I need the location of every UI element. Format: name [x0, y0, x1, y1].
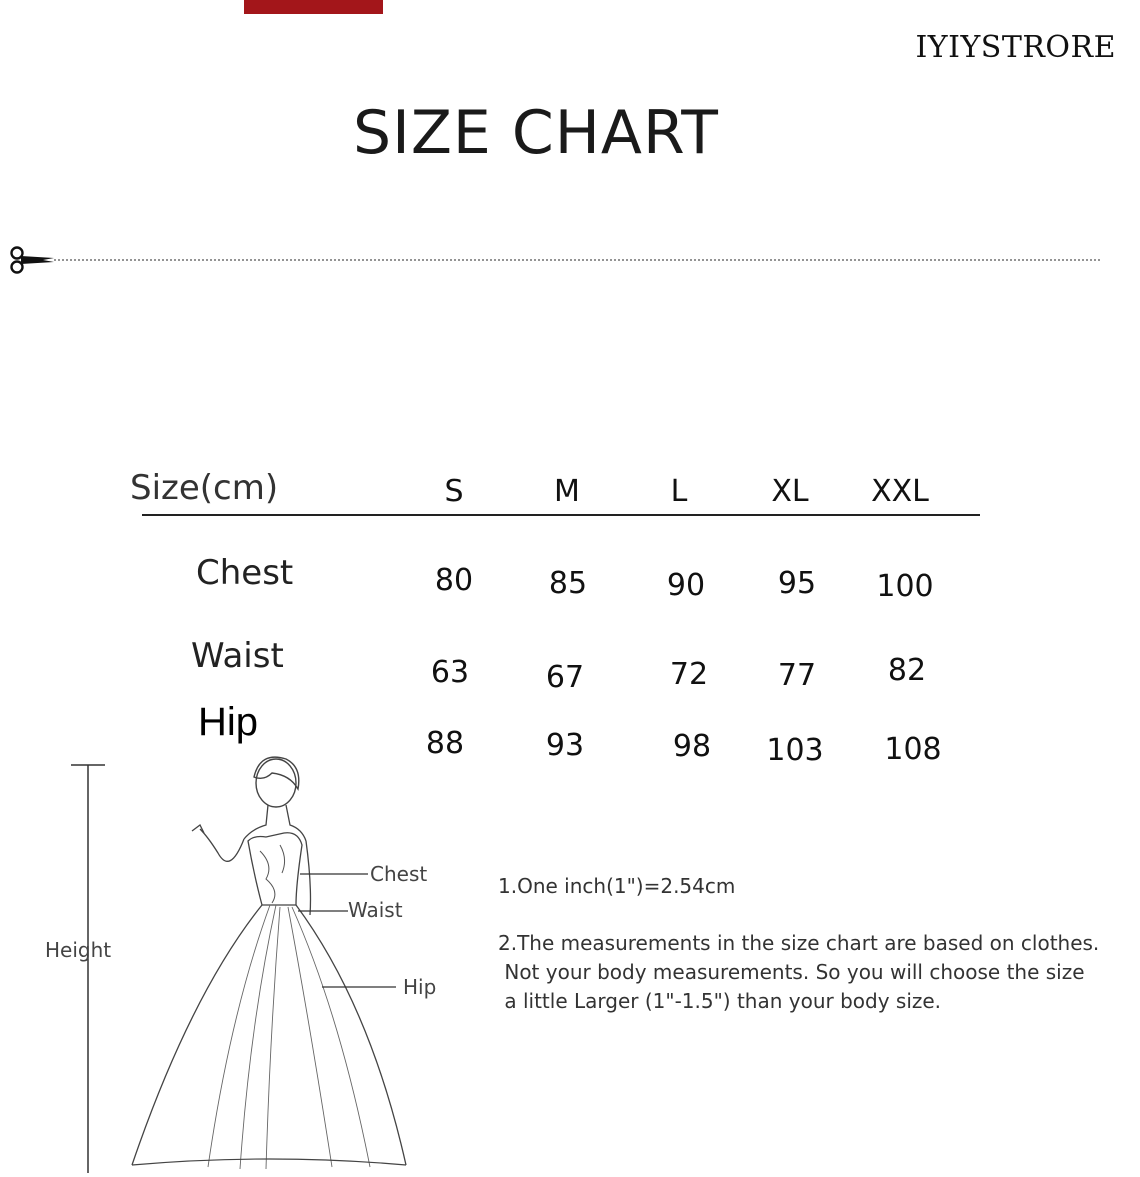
waist-label: Waist [348, 898, 403, 922]
size-header-s: S [444, 474, 464, 509]
page-title: SIZE CHART [353, 98, 719, 168]
row-label-waist: Waist [191, 636, 284, 676]
hip-s: 88 [425, 726, 465, 761]
size-header-xl: XL [771, 474, 809, 509]
row-label-hip: Hip [198, 700, 259, 744]
hip-l: 98 [672, 729, 712, 764]
height-label: Height [45, 938, 112, 962]
hip-xl: 103 [766, 733, 824, 768]
dress-measurement-illustration [40, 755, 460, 1173]
hip-xxl: 108 [884, 732, 942, 767]
note-1-text: 1.One inch(1")=2.54cm [498, 874, 736, 898]
size-header-m: M [554, 474, 580, 509]
chest-xxl: 100 [876, 569, 934, 604]
waist-s: 63 [430, 655, 470, 690]
note-inch-conversion [498, 872, 735, 901]
store-name: IYIYSTRORE [915, 30, 1116, 65]
note-2-line-3: a little Larger (1"-1.5") than your body size. [498, 989, 942, 1013]
cut-line [8, 243, 1108, 277]
size-unit-label: Size(cm) [130, 468, 279, 508]
scissors-icon [8, 243, 1108, 277]
hip-label: Hip [403, 975, 437, 999]
top-banner-strip [244, 0, 383, 14]
chest-m: 85 [548, 566, 588, 601]
waist-xl: 77 [777, 658, 817, 693]
waist-l: 72 [669, 657, 709, 692]
note-2-line-2: Not your body measurements. So you will choose the size [498, 960, 1085, 984]
waist-xxl: 82 [887, 653, 927, 688]
chest-s: 80 [434, 563, 474, 598]
dress-sketch-icon [40, 755, 460, 1173]
chest-label: Chest [370, 862, 428, 886]
chest-l: 90 [666, 568, 706, 603]
note-2-line-1: 2.The measurements in the size chart are based on clothes. [498, 931, 1100, 955]
hip-m: 93 [545, 728, 585, 763]
row-label-chest: Chest [196, 553, 294, 593]
size-header-xxl: XXL [871, 474, 929, 509]
note-measurement-advice [498, 929, 1099, 1016]
waist-m: 67 [545, 660, 585, 695]
chest-xl: 95 [777, 566, 817, 601]
size-header-l: L [670, 474, 688, 509]
table-header-divider [142, 514, 980, 516]
